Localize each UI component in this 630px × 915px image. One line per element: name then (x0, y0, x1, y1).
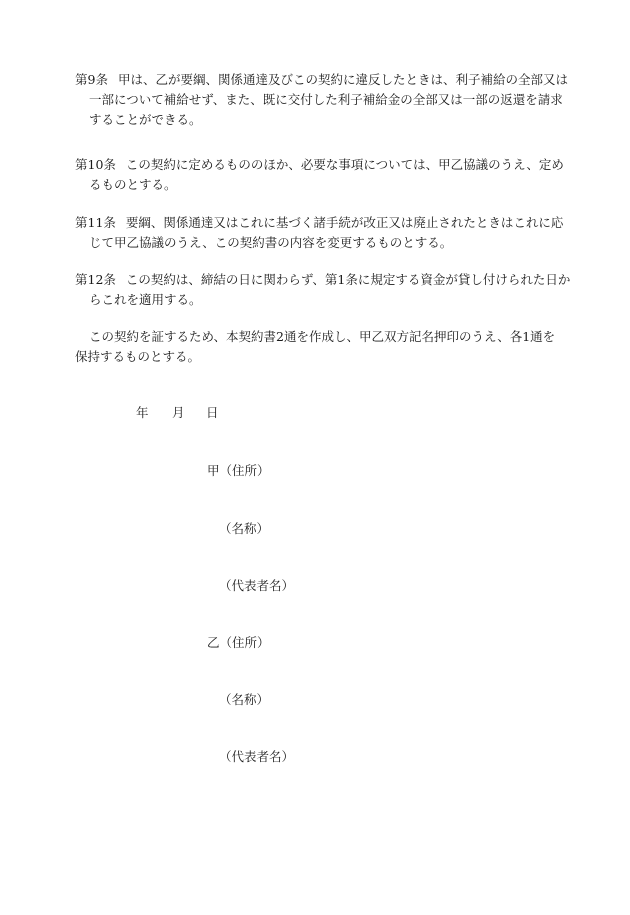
date-day: 日 (206, 405, 219, 420)
closing-clause: この契約を証するため、本契約書2通を作成し、甲乙双方記名押印のうえ、各1通を保持するものとする。 (75, 329, 556, 364)
article-text: この契約に定めるもののほか、必要な事項については、甲乙協議のうえ、定めるものとする。 (89, 157, 564, 192)
article-text: この契約は、締結の日に関わらず、第1条に規定する資金が貸し付けられた日からこれを適用する。 (89, 272, 571, 307)
date-month: 月 (172, 405, 185, 420)
party-b-name: （名称） (219, 692, 270, 707)
article-12 (75, 270, 574, 310)
party-a-address: 甲（住所） (207, 463, 270, 478)
article-number: 第10条 (75, 157, 116, 172)
article-number: 第12条 (75, 272, 116, 287)
party-a-name: （名称） (219, 521, 270, 536)
date-year: 年 (136, 405, 149, 420)
date-line (0, 403, 630, 423)
party-b-representative: （代表者名） (219, 749, 295, 764)
article-text: 甲は、乙が要綱、関係通達及びこの契約に違反したときは、利子補給の全部又は一部について補給せず、また、既に交付した利子補給金の全部又は一部の返還を請求することができる。 (89, 72, 568, 127)
article-text: 要綱、関係通達又はこれに基づく諸手続が改正又は廃止されたときはこれに応じて甲乙協議のうえ、この契約書の内容を変更するものとする。 (89, 215, 564, 250)
article-11 (75, 213, 574, 253)
party-b-address: 乙（住所） (207, 635, 270, 650)
article-9 (75, 70, 574, 130)
article-number: 第11条 (75, 215, 116, 230)
party-a-representative: （代表者名） (219, 578, 295, 593)
article-number: 第9条 (75, 72, 108, 87)
article-10 (75, 155, 574, 195)
